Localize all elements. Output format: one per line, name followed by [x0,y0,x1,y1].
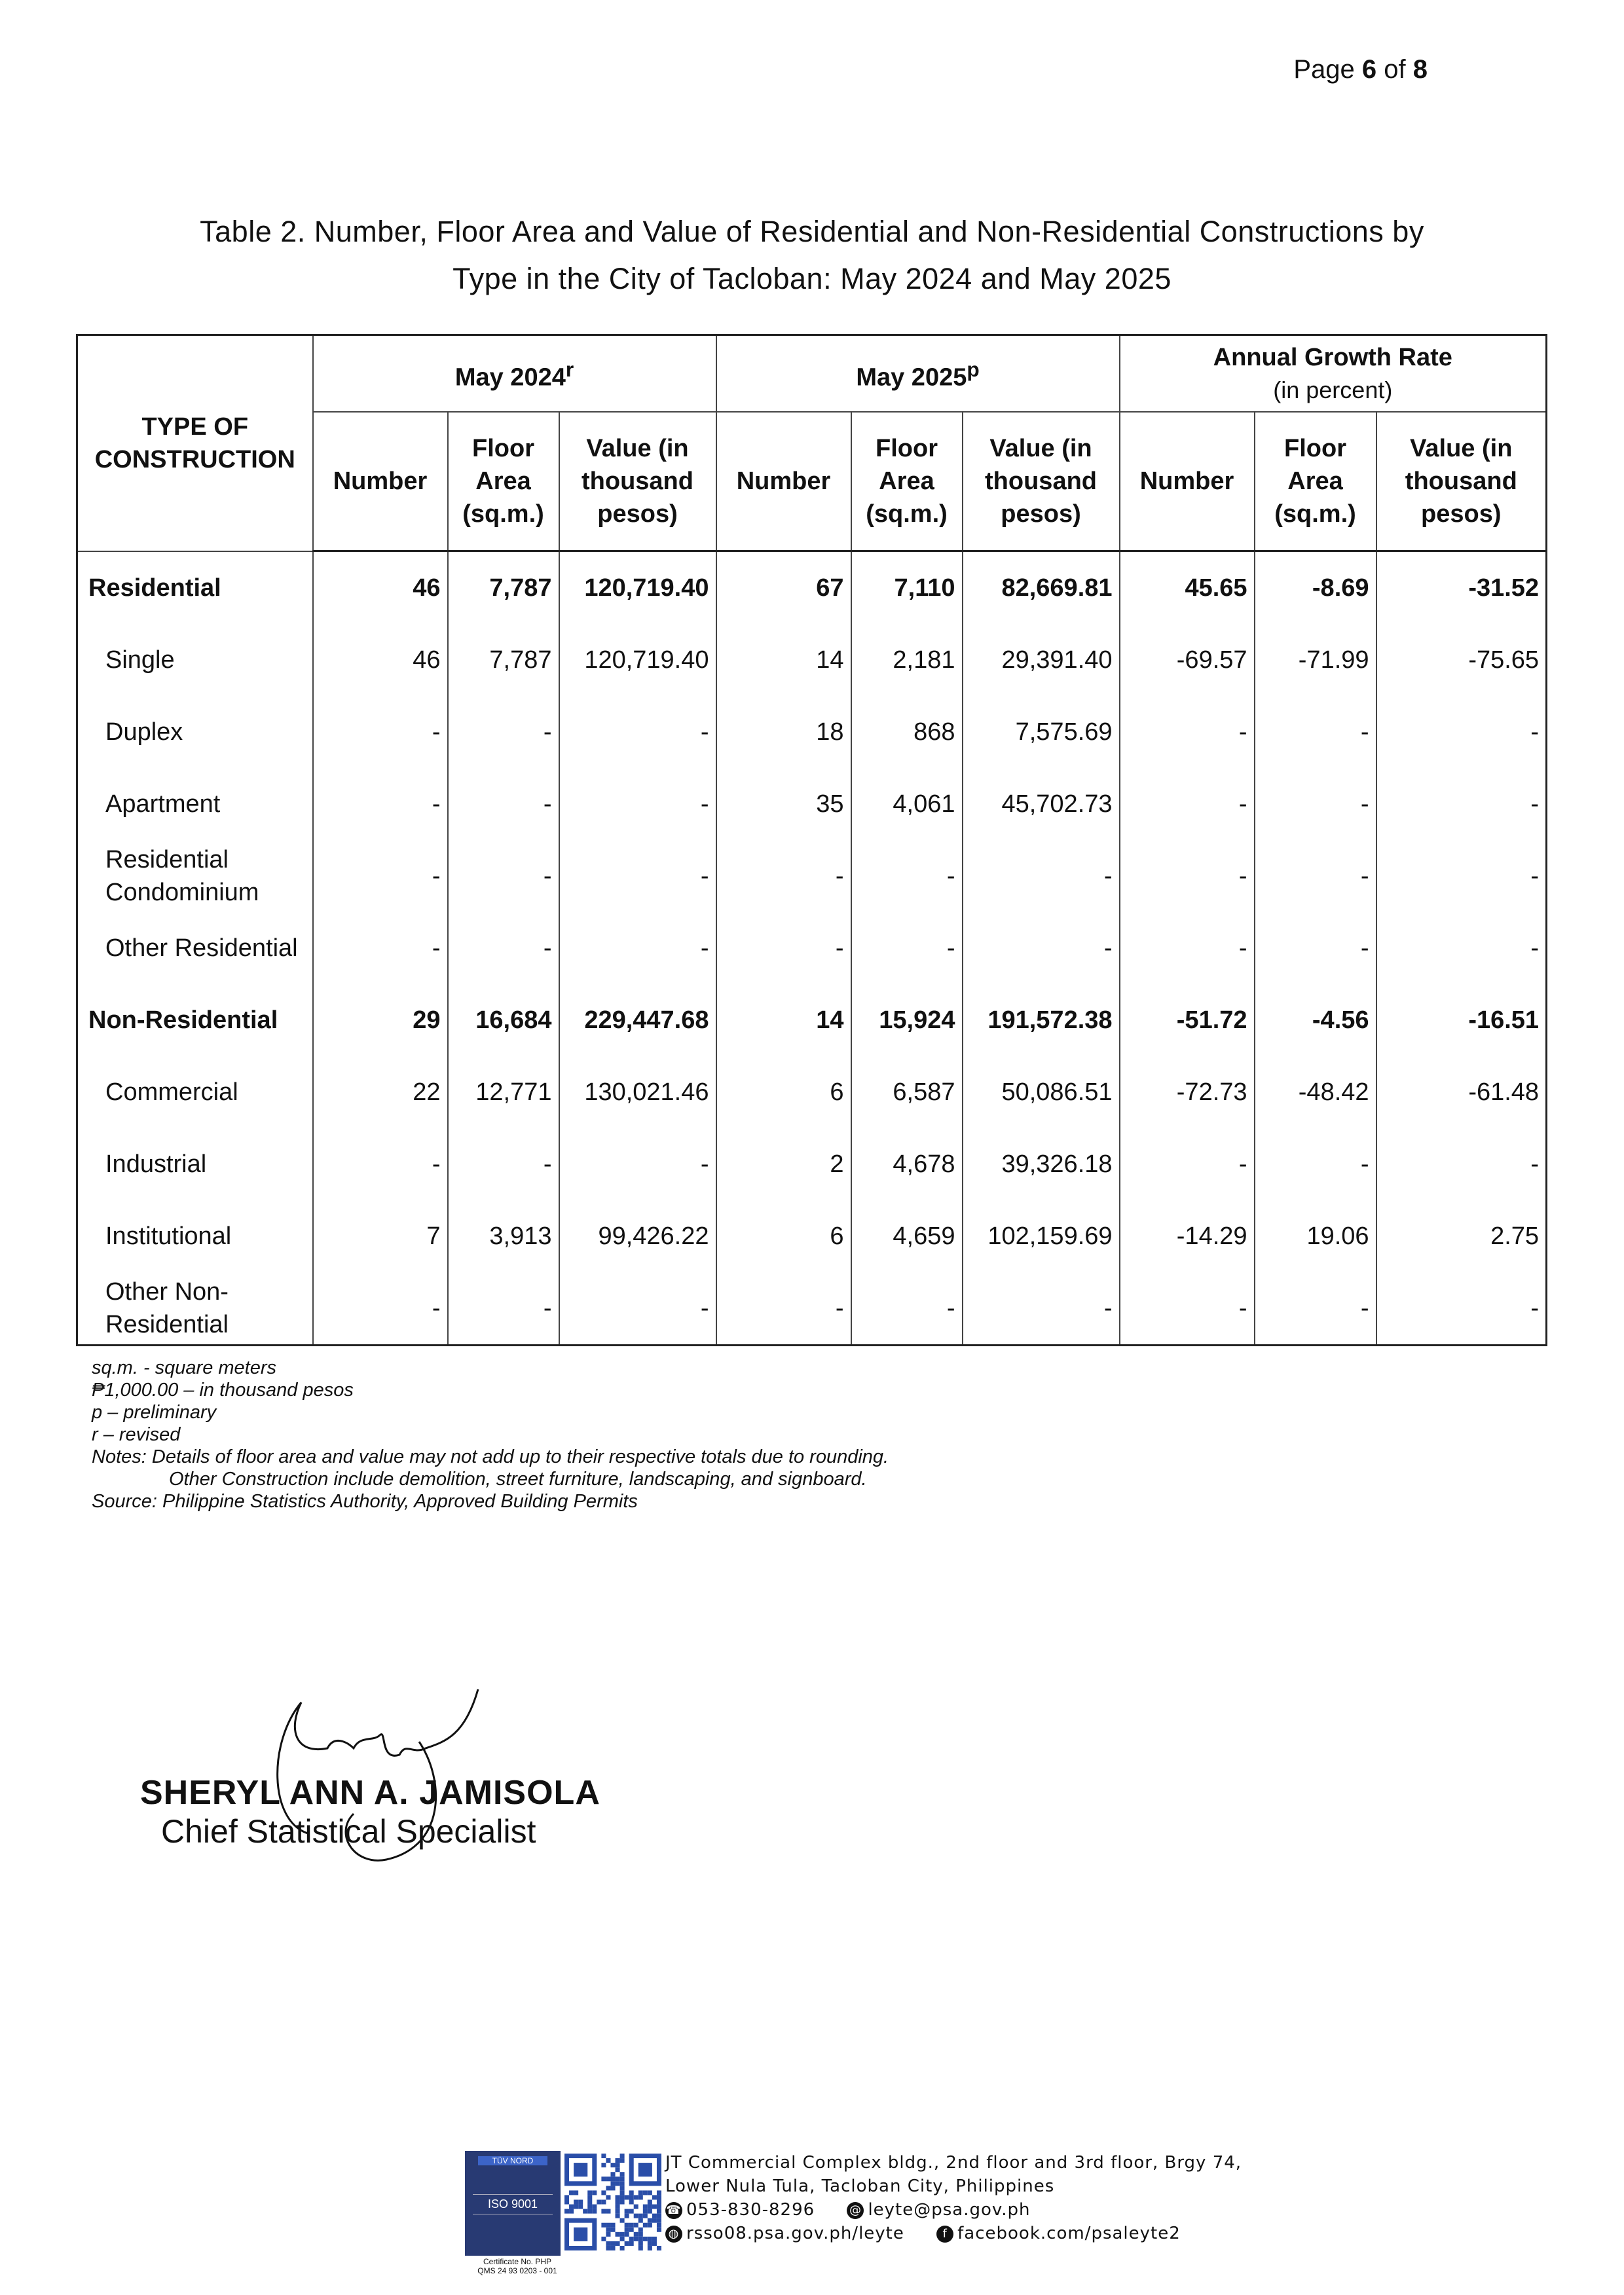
row-label: Industrial [77,1128,313,1200]
page-current: 6 [1361,55,1377,84]
table-row [77,696,1547,768]
table-cell: - [1255,768,1376,840]
table-cell: 14 [716,624,851,696]
row-label: Commercial [77,1056,313,1128]
signature-block [138,1663,635,1879]
table-row [77,840,1547,912]
address-line-1: JT Commercial Complex bldg., 2nd floor and 3rd floor, Brgy 74, [665,2153,1242,2173]
page-number [1293,55,1428,84]
table-cell: - [1376,1128,1547,1200]
table-cell: 46 [313,551,448,625]
note-peso: ₱1,000.00 – in thousand pesos [92,1380,354,1401]
subheader-floor-area: Floor Area (sq.m.) [448,412,559,551]
table-cell: - [851,912,963,984]
table-cell: - [1255,1272,1376,1346]
row-label: Institutional [77,1200,313,1272]
table-cell: - [963,912,1120,984]
table-cell: 120,719.40 [559,624,716,696]
table-cell: -71.99 [1255,624,1376,696]
table-cell: 191,572.38 [963,984,1120,1056]
phone-icon: ☎ [665,2202,682,2219]
table-cell: 14 [716,984,851,1056]
table-cell: 7,787 [448,551,559,625]
table-cell: 45,702.73 [963,768,1120,840]
table-cell: - [559,840,716,912]
row-label: Other Residential [77,912,313,984]
table-cell: 7 [313,1200,448,1272]
row-label: Residential Condominium [77,840,313,912]
table-row [77,1128,1547,1200]
table-group-row [77,551,1547,625]
group-header-growth-rate: Annual Growth Rate (in percent) [1120,335,1547,413]
table-cell: - [1120,840,1255,912]
table-cell: 4,678 [851,1128,963,1200]
type-of-construction-header: TYPE OF CONSTRUCTION [77,335,313,551]
table-cell: 46 [313,624,448,696]
note-rounding: Notes: Details of floor area and value may not add up to their respective totals due to rounding. [92,1446,889,1467]
table-cell: - [851,1272,963,1346]
subheader-floor-area: Floor Area (sq.m.) [1255,412,1376,551]
table-title-line-1: Table 2. Number, Floor Area and Value of Residential and Non-Residential Constructions by [200,215,1424,248]
growth-rate-unit: (in percent) [1273,376,1393,403]
table-cell: - [1255,696,1376,768]
page-label: Page [1293,55,1362,84]
subheader-number: Number [1120,412,1255,551]
table-cell: - [1255,912,1376,984]
subheader-value: Value (in thousand pesos) [1376,412,1547,551]
table-cell: 29,391.40 [963,624,1120,696]
table-cell: 19.06 [1255,1200,1376,1272]
construction-table [76,334,1547,1346]
table-cell: 6,587 [851,1056,963,1128]
table-cell: - [313,696,448,768]
note-sqm: sq.m. - square meters [92,1357,277,1378]
table-cell: - [559,768,716,840]
table-cell: 102,159.69 [963,1200,1120,1272]
table-cell: 67 [716,551,851,625]
table-cell: - [1120,912,1255,984]
table-cell: - [963,840,1120,912]
website-url: rsso08.psa.gov.ph/leyte [686,2224,904,2243]
table-row [77,768,1547,840]
signatory-name: SHERYL ANN A. JAMISOLA [140,1774,600,1812]
contact-info [665,2151,1242,2245]
subheader-floor-area: Floor Area (sq.m.) [851,412,963,551]
iso-certification-badge [465,2151,561,2256]
table-row [77,624,1547,696]
table-cell: 2.75 [1376,1200,1547,1272]
table-cell: 50,086.51 [963,1056,1120,1128]
iso-label: ISO 9001 [473,2194,553,2214]
table-cell: 4,659 [851,1200,963,1272]
email-icon: @ [847,2202,864,2219]
table-group-row [77,984,1547,1056]
table-cell: - [1376,768,1547,840]
table-cell: - [448,840,559,912]
table-cell: 120,719.40 [559,551,716,625]
table-cell: -48.42 [1255,1056,1376,1128]
table-cell: 2,181 [851,624,963,696]
table-cell: - [1376,840,1547,912]
subheader-number: Number [716,412,851,551]
table-cell: - [313,1128,448,1200]
table-cell: 229,447.68 [559,984,716,1056]
table-row [77,912,1547,984]
table-cell: - [448,696,559,768]
table-cell: -75.65 [1376,624,1547,696]
table-cell: -4.56 [1255,984,1376,1056]
row-label: Residential [77,551,313,625]
phone-number: 053-830-8296 [686,2200,815,2220]
table-cell: 868 [851,696,963,768]
table-cell: -8.69 [1255,551,1376,625]
table-title-line-2: Type in the City of Tacloban: May 2024 and May 2025 [452,262,1172,295]
table-cell: - [448,768,559,840]
table-cell: 99,426.22 [559,1200,716,1272]
table-cell: - [716,1272,851,1346]
table-cell: - [716,912,851,984]
qr-code-icon [564,2154,661,2250]
certificate-number: Certificate No. PHP QMS 24 93 0203 - 001 [477,2257,557,2275]
note-other-construction: Other Construction include demolition, street furniture, landscaping, and signboard. [169,1469,867,1490]
table-cell: - [716,840,851,912]
table-cell: - [313,1272,448,1346]
address-line-2: Lower Nula Tula, Tacloban City, Philippines [665,2176,1055,2196]
subheader-number: Number [313,412,448,551]
email-address: leyte@psa.gov.ph [868,2200,1031,2220]
table-cell: 6 [716,1056,851,1128]
table-cell: - [313,768,448,840]
table-cell: - [313,840,448,912]
table-title [118,208,1506,303]
table-cell: 6 [716,1200,851,1272]
note-source: Source: Philippine Statistics Authority, Approved Building Permits [92,1491,638,1512]
table-cell: -51.72 [1120,984,1255,1056]
table-cell: - [1255,840,1376,912]
footer [465,2151,1251,2275]
row-label: Duplex [77,696,313,768]
table-cell: - [559,912,716,984]
note-revised: r – revised [92,1424,181,1445]
table-cell: 16,684 [448,984,559,1056]
table-cell: - [1376,1272,1547,1346]
note-preliminary: p – preliminary [92,1402,217,1423]
table-notes [92,1357,889,1513]
table-row [77,1272,1547,1346]
table-cell: 3,913 [448,1200,559,1272]
table-cell: 82,669.81 [963,551,1120,625]
table-cell: 2 [716,1128,851,1200]
table-cell: - [559,1272,716,1346]
table-cell: -31.52 [1376,551,1547,625]
table-cell: - [559,696,716,768]
facebook-url: facebook.com/psaleyte2 [957,2224,1181,2243]
table-cell: - [1120,1272,1255,1346]
row-label: Single [77,624,313,696]
table-cell: - [1376,912,1547,984]
table-row [77,1056,1547,1128]
globe-icon: ◍ [665,2226,682,2243]
table-cell: - [559,1128,716,1200]
table-cell: 130,021.46 [559,1056,716,1128]
table-cell: -72.73 [1120,1056,1255,1128]
certifier-logo: TÜV NORD [478,2156,547,2165]
page-total: 8 [1412,55,1428,84]
table-cell: 29 [313,984,448,1056]
table-cell: -69.57 [1120,624,1255,696]
subheader-value: Value (in thousand pesos) [559,412,716,551]
table-cell: - [1120,1128,1255,1200]
row-label: Non-Residential [77,984,313,1056]
table-row [77,1200,1547,1272]
table-cell: 7,575.69 [963,696,1120,768]
table-cell: 15,924 [851,984,963,1056]
table-cell: - [313,912,448,984]
table-cell: 7,787 [448,624,559,696]
subheader-value: Value (in thousand pesos) [963,412,1120,551]
row-label: Apartment [77,768,313,840]
table-cell: 18 [716,696,851,768]
page-of: of [1376,55,1413,84]
signatory-position: Chief Statistical Specialist [161,1813,536,1850]
group-header-may-2024: May 2024$^r$ [313,335,716,413]
facebook-icon: f [936,2226,953,2243]
table-cell: 22 [313,1056,448,1128]
table-cell: - [448,1272,559,1346]
table-cell: 45.65 [1120,551,1255,625]
table-cell: - [1120,696,1255,768]
row-label: Other Non-Residential [77,1272,313,1346]
table-cell: 39,326.18 [963,1128,1120,1200]
table-cell: -61.48 [1376,1056,1547,1128]
table-cell: - [1255,1128,1376,1200]
table-cell: - [448,912,559,984]
table-cell: 35 [716,768,851,840]
table-cell: - [963,1272,1120,1346]
table-cell: 4,061 [851,768,963,840]
table-cell: 12,771 [448,1056,559,1128]
table-cell: - [1376,696,1547,768]
table-cell: 7,110 [851,551,963,625]
table-cell: - [851,840,963,912]
table-cell: -16.51 [1376,984,1547,1056]
group-header-may-2025: May 2025$^p$ [716,335,1120,413]
table-cell: - [448,1128,559,1200]
table-cell: -14.29 [1120,1200,1255,1272]
table-cell: - [1120,768,1255,840]
